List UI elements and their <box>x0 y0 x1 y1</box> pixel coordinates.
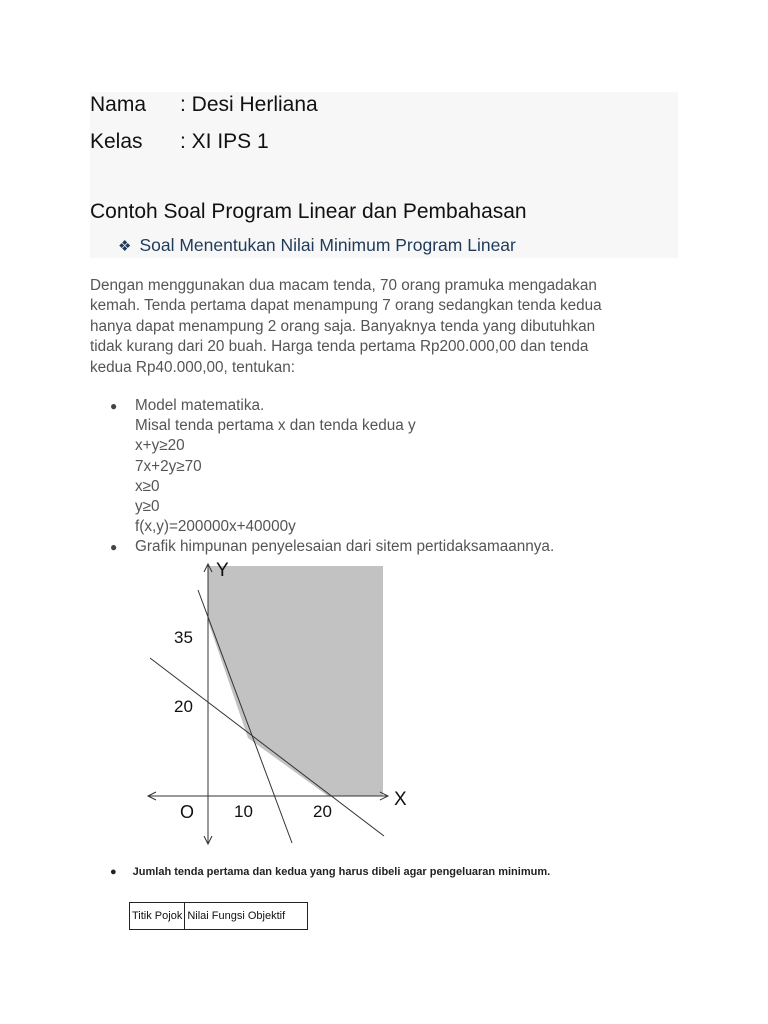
page-title: Contoh Soal Program Linear dan Pembahasan <box>90 200 527 223</box>
graph-caption: Grafik himpunan penyelesaian dari sitem pertidaksamaannya. <box>135 538 555 556</box>
problem-paragraph <box>90 276 670 378</box>
note-item <box>110 866 550 878</box>
model-title: Model matematika. <box>135 397 265 414</box>
bullet-dot-icon: ● <box>110 540 118 555</box>
model-line: 7x+2y≥70 <box>135 457 202 475</box>
y-tick-label: 20 <box>174 697 193 716</box>
class-value: : XI IPS 1 <box>180 130 269 153</box>
graph-svg <box>140 556 430 846</box>
subtitle-text: Soal Menentukan Nilai Minimum Program Linear <box>139 235 516 255</box>
list-item <box>110 537 670 557</box>
y-tick-label: 35 <box>174 628 193 647</box>
table-header-row <box>130 903 308 930</box>
name-value: : Desi Herliana <box>180 93 318 116</box>
solution-graph <box>140 556 430 846</box>
name-label: Nama <box>90 93 147 116</box>
note-text: Jumlah tenda pertama dan kedua yang harus dibeli agar pengeluaran minimum. <box>132 866 551 878</box>
model-line: y≥0 <box>135 498 160 516</box>
model-line: f(x,y)=200000x+40000y <box>135 518 296 536</box>
section-subtitle <box>118 235 516 256</box>
model-line: Misal tenda pertama x dan tenda kedua y <box>135 417 416 435</box>
problem-line: kemah. Tenda pertama dapat menampung 7 orang sedangkan tenda kedua <box>90 297 602 315</box>
corner-point-table <box>129 902 308 930</box>
class-label: Kelas <box>90 130 143 153</box>
model-line: x+y≥20 <box>135 437 185 455</box>
origin-label: O <box>180 802 195 822</box>
x-tick-label: 10 <box>234 802 253 821</box>
bullet-dot-icon: ● <box>110 399 118 413</box>
table-header-cell: Titik Pojok <box>130 903 185 930</box>
problem-line: kedua Rp40.000,00, tentukan: <box>90 358 295 376</box>
bullet-dot-icon: ● <box>110 866 117 878</box>
x-tick-label: 20 <box>313 802 332 821</box>
diamond-bullet-icon: ❖ <box>118 238 132 255</box>
name-row <box>90 93 318 117</box>
y-axis-label: Y <box>216 560 229 581</box>
class-row <box>90 130 269 154</box>
problem-line: Dengan menggunakan dua macam tenda, 70 orang pramuka mengadakan <box>90 277 597 294</box>
x-axis-label: X <box>394 789 407 810</box>
problem-line: tidak kurang dari 20 buah. Harga tenda pertama Rp200.000,00 dan tenda <box>90 338 589 356</box>
feasible-region <box>208 566 383 796</box>
list-item <box>110 396 670 537</box>
model-line: x≥0 <box>135 477 160 495</box>
problem-line: hanya dapat menampung 2 orang saja. Banyaknya tenda yang dibutuhkan <box>90 317 596 335</box>
bullet-list <box>110 396 670 558</box>
table-header-cell: Nilai Fungsi Objektif <box>185 903 308 930</box>
